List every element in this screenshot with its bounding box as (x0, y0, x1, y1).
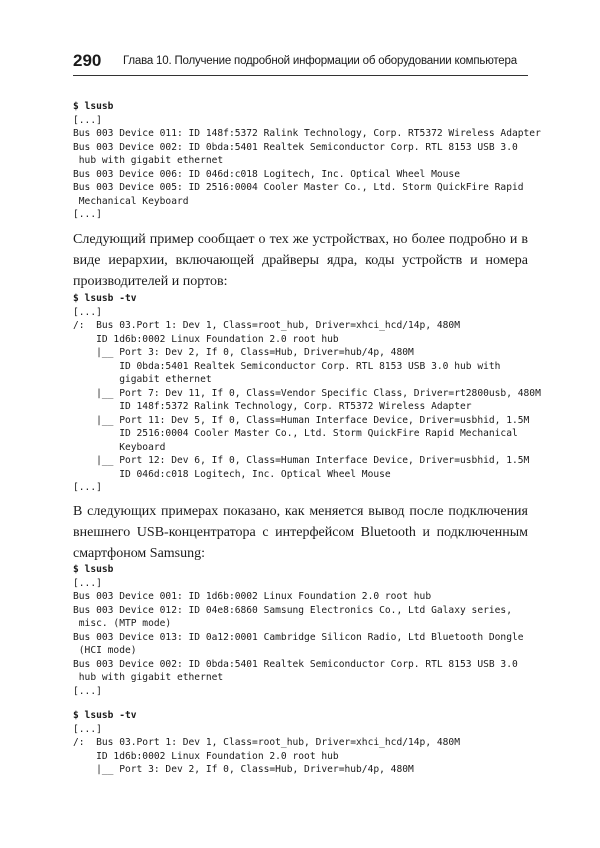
code-line: [...] (73, 114, 102, 126)
code-line: Bus 003 Device 005: ID 2516:0004 Cooler Master Co., Ltd. Storm QuickFire Rapid (73, 182, 524, 193)
code-line: |__ Port 11: Dev 5, If 0, Class=Human Interface Device, Driver=usbhid, 1.5M (73, 414, 530, 426)
page-number: 290 (73, 51, 102, 70)
code-command: $ lsusb (73, 101, 114, 112)
code-block-lsusb-1 (73, 100, 541, 222)
code-line: ID 1d6b:0002 Linux Foundation 2.0 root hub (73, 750, 339, 762)
code-line: Bus 003 Device 001: ID 1d6b:0002 Linux Foundation 2.0 root hub (73, 591, 432, 602)
code-command: $ lsusb -tv (73, 710, 137, 721)
code-line: Bus 003 Device 011: ID 148f:5372 Ralink Technology, Corp. RT5372 Wireless Adapter (73, 128, 541, 139)
code-command: $ lsusb -tv (73, 293, 137, 304)
code-line: Bus 003 Device 013: ID 0a12:0001 Cambridge Silicon Radio, Ltd Bluetooth Dongle (73, 631, 524, 643)
code-line: [...] (73, 306, 102, 318)
code-command: $ lsusb (73, 564, 114, 575)
code-line: Mechanical Keyboard (73, 195, 189, 207)
code-line: |__ Port 12: Dev 6, If 0, Class=Human Interface Device, Driver=usbhid, 1.5M (73, 455, 530, 466)
code-line: (HCI mode) (73, 645, 137, 656)
code-block-lsusb-tree-1 (73, 292, 541, 495)
code-line: [...] (73, 685, 102, 697)
code-line: /: Bus 03.Port 1: Dev 1, Class=root_hub, Driver=xhci_hcd/14p, 480M (73, 320, 460, 331)
code-block-lsusb-2 (73, 563, 524, 698)
code-line: [...] (73, 482, 102, 493)
code-line: Bus 003 Device 012: ID 04e8:6860 Samsung Electronics Co., Ltd Galaxy series, (73, 604, 512, 616)
code-line: Bus 003 Device 002: ID 0bda:5401 Realtek Semiconductor Corp. RTL 8153 USB 3.0 (73, 658, 518, 670)
code-line: |__ Port 3: Dev 2, If 0, Class=Hub, Driver=hub/4p, 480M (73, 764, 414, 775)
code-line: gigabit ethernet (73, 374, 212, 385)
code-line: Bus 003 Device 006: ID 046d:c018 Logitech, Inc. Optical Wheel Mouse (73, 168, 460, 180)
paragraph-2: В следующих примерах показано, как меняется вывод после подключения внешнего USB-концентратора с интерфейсом Bluetooth и подключенным смартфоном Samsung: (73, 504, 528, 561)
paragraph-1: Следующий пример сообщает о тех же устройствах, но более подробно и в виде иерархии, включающей драйверы ядра, коды устройств и номера производителей и портов: (73, 232, 528, 289)
code-line: [...] (73, 577, 102, 589)
code-line: /: Bus 03.Port 1: Dev 1, Class=root_hub, Driver=xhci_hcd/14p, 480M (73, 737, 460, 748)
code-line: hub with gigabit ethernet (73, 672, 224, 683)
code-line: [...] (73, 723, 102, 735)
code-line: ID 0bda:5401 Realtek Semiconductor Corp. RTL 8153 USB 3.0 hub with (73, 360, 501, 372)
code-line: |__ Port 7: Dev 11, If 0, Class=Vendor Specific Class, Driver=rt2800usb, 480M (73, 387, 541, 399)
code-block-lsusb-tree-2 (73, 709, 460, 777)
page-header (73, 51, 528, 76)
code-line: ID 046d:c018 Logitech, Inc. Optical Wheel Mouse (73, 468, 391, 480)
code-line: [...] (73, 209, 102, 220)
chapter-title: Глава 10. Получение подробной информации об оборудовании компьютера (123, 55, 517, 67)
code-line: Bus 003 Device 002: ID 0bda:5401 Realtek Semiconductor Corp. RTL 8153 USB 3.0 (73, 141, 518, 153)
code-line: misc. (MTP mode) (73, 618, 172, 629)
code-line: Keyboard (73, 441, 166, 453)
code-line: ID 148f:5372 Ralink Technology, Corp. RT5372 Wireless Adapter (73, 401, 472, 412)
code-line: hub with gigabit ethernet (73, 155, 224, 166)
code-line: ID 2516:0004 Cooler Master Co., Ltd. Storm QuickFire Rapid Mechanical (73, 428, 518, 439)
code-line: |__ Port 3: Dev 2, If 0, Class=Hub, Driver=hub/4p, 480M (73, 347, 414, 358)
code-line: ID 1d6b:0002 Linux Foundation 2.0 root hub (73, 333, 339, 345)
